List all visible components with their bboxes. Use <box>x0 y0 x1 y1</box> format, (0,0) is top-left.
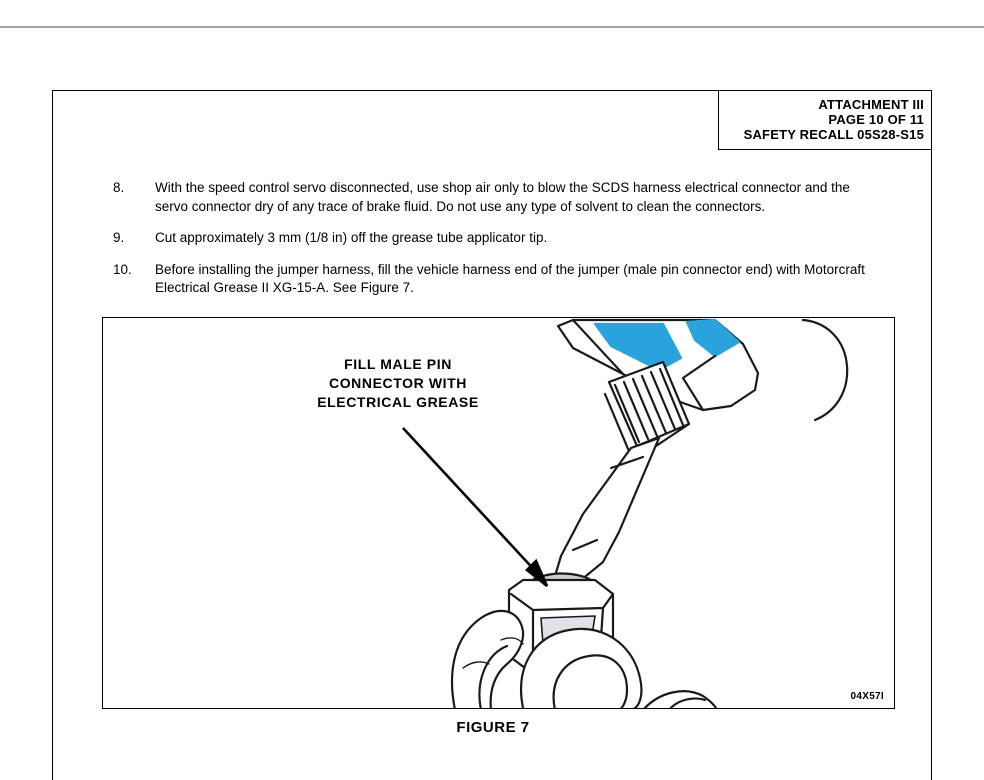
step-text: Cut approximately 3 mm (1/8 in) off the grease tube applicator tip. <box>155 230 548 245</box>
header-recall-line: SAFETY RECALL 05S28-S15 <box>743 127 924 142</box>
list-item <box>113 179 873 216</box>
step-text: With the speed control servo disconnected, use shop air only to blow the SCDS harness electrical connector and the servo connector dry of any trace of brake fluid. Do not use any type of solvent to clean the connectors. <box>155 180 850 214</box>
step-text: Before installing the jumper harness, fill the vehicle harness end of the jumper (male pin connector end) with Motorcraft Electrical Grease II XG-15-A. See Figure 7. <box>155 261 865 295</box>
instruction-step-list <box>113 179 873 311</box>
figure-7-illustration <box>102 317 895 709</box>
document-header-block <box>718 91 931 150</box>
list-item <box>113 261 873 298</box>
top-divider <box>0 0 984 28</box>
callout-line-1: FILL MALE PIN <box>344 356 452 372</box>
figure-caption: FIGURE 7 <box>456 719 530 736</box>
header-page-line: PAGE 10 OF 11 <box>828 112 924 127</box>
callout-line-3: ELECTRICAL GREASE <box>317 394 479 410</box>
figure-callout-label <box>293 355 503 412</box>
header-attachment-line: ATTACHMENT III <box>818 97 924 112</box>
figure-code-label: 04X57I <box>850 691 884 702</box>
callout-line-2: CONNECTOR WITH <box>328 375 468 391</box>
step-number: 10. <box>113 261 132 277</box>
list-item <box>113 229 873 248</box>
document-page <box>52 90 932 780</box>
step-number: 9. <box>113 230 125 245</box>
step-number: 8. <box>113 180 125 195</box>
